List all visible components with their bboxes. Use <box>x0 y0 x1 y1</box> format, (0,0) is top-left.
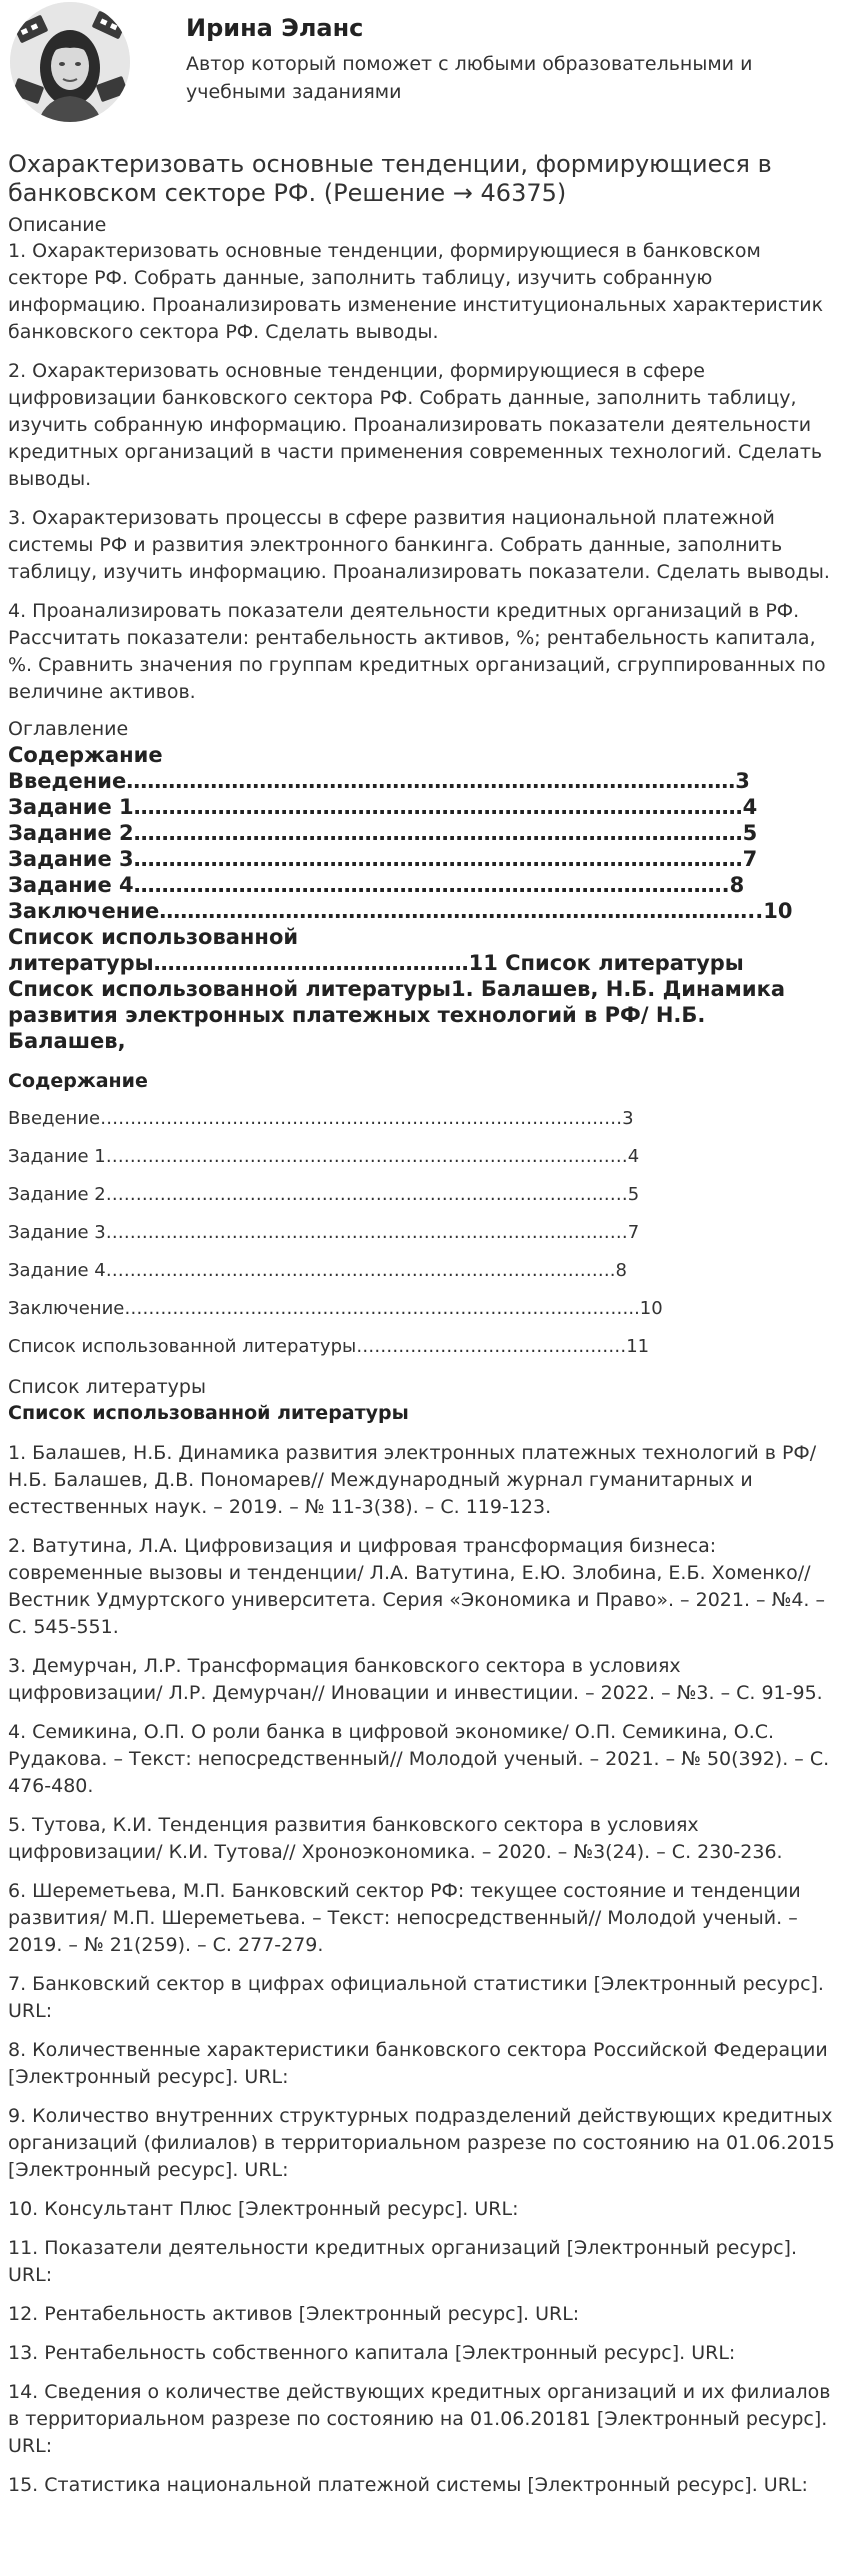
description-paragraph: 1. Охарактеризовать основные тенденции, формирующиеся в банковском секторе РФ. Собрать данные, заполнить таблицу, изучить собранную информацию. Проанализировать изменение институциональных характеристик банковского сектора РФ. Сделать выводы. <box>8 240 824 343</box>
toc-bold-line: литературы………………………………………11 Список литературы <box>8 951 744 975</box>
reference-item: 11. Показатели деятельности кредитных организаций [Электронный ресурс]. URL: <box>8 2237 797 2286</box>
reference-item: 12. Рентабельность активов [Электронный ресурс]. URL: <box>8 2303 580 2325</box>
toc-bold-line: Задание 3……………………………………………………………………………7 <box>8 847 758 871</box>
toc-bold-line: Задание 4………………………………………………………………………….8 <box>8 873 745 897</box>
page <box>8 0 840 2511</box>
contents-title: Содержание <box>8 1070 148 1092</box>
reference-item: 8. Количественные характеристики банковского сектора Российской Федерации [Электронный ресурс]. URL: <box>8 2039 828 2088</box>
reference-item: 10. Консультант Плюс [Электронный ресурс]. URL: <box>8 2198 519 2220</box>
toc-item: Введение……………………………………………………………………………3 <box>8 1108 634 1129</box>
toc-bold-line: Список использованной <box>8 925 299 949</box>
reference-item: 6. Шереметьева, М.П. Банковский сектор РФ: текущее состояние и тенденции развития/ М.П. Шереметьева. – Текст: непосредственный// Молодой ученый. – 2019. – № 21(259). – С. 277-279. <box>8 1880 801 1956</box>
task-title: Охарактеризовать основные тенденции, формирующиеся в банковском секторе РФ. (Решение → 46375) <box>8 150 772 207</box>
reference-item: 9. Количество внутренних структурных подразделений действующих кредитных организаций (филиалов) в территориальном разрезе по состоянию на 01.06.2015 [Электронный ресурс]. URL: <box>8 2105 835 2181</box>
reference-item: 7. Банковский сектор в цифрах официальной статистики [Электронный ресурс]. URL: <box>8 1973 824 2022</box>
reference-item: 13. Рентабельность собственного капитала [Электронный ресурс]. URL: <box>8 2342 736 2364</box>
literature-label: Список литературы <box>8 1376 206 1398</box>
toc-item: Список использованной литературы………………………………………11 <box>8 1336 650 1357</box>
toc-item: Задание 3……………………………………………………………………………7 <box>8 1222 640 1243</box>
toc-item: Задание 4………………………………………………………………………….8 <box>8 1260 627 1281</box>
avatar-image-icon <box>10 2 130 122</box>
description-paragraph: 2. Охарактеризовать основные тенденции, формирующиеся в сфере цифровизации банковского сектора РФ. Собрать данные, заполнить таблицу, изучить собранную информацию. Проанализировать показатели деятельности кредитных организаций в части применения современных технологий. Сделать выводы. <box>8 360 823 490</box>
author-card <box>8 0 840 130</box>
toc-item: Задание 2……………………………………………………………………………5 <box>8 1184 640 1205</box>
description-paragraph: 4. Проанализировать показатели деятельности кредитных организаций в РФ. Рассчитать показатели: рентабельность активов, %; рентабельность капитала, %. Сравнить значения по группам кредитных организаций, сгруппированных по величине активов. <box>8 600 826 703</box>
toc-list <box>8 1108 840 1358</box>
toc-bold-line: Задание 1……………………………………………………………………………4 <box>8 795 758 819</box>
toc-bold-line: Введение……………………………………………………………………………3 <box>8 769 750 793</box>
reference-item: 14. Сведения о количестве действующих кредитных организаций и их филиалов в территориальном разрезе по состоянию на 01.06.20181 [Электронный ресурс]. URL: <box>8 2381 831 2457</box>
reference-item: 5. Тутова, К.И. Тенденция развития банковского сектора в условиях цифровизации/ К.И. Тутова// Хроноэкономика. – 2020. – №3(24). – С. 230-236. <box>8 1814 783 1863</box>
author-avatar[interactable] <box>10 2 130 122</box>
toc-label: Оглавление <box>8 718 129 740</box>
reference-item: 4. Семикина, О.П. О роли банка в цифровой экономике/ О.П. Семикина, О.С. Рудакова. – Текст: непосредственный// Молодой ученый. – 2021. – № 50(392). – С. 476-480. <box>8 1721 830 1797</box>
toc-item: Заключение…………………………………………………………………………..10 <box>8 1298 663 1319</box>
toc-bold-line: Задание 2……………………………………………………………………………5 <box>8 821 758 845</box>
author-name[interactable]: Ирина Эланс <box>186 14 364 42</box>
toc-bold-line: Заключение…………………………………………………………………………..10 <box>8 899 793 923</box>
reference-item: 15. Статистика национальной платежной системы [Электронный ресурс]. URL: <box>8 2474 808 2496</box>
reference-item: 2. Ватутина, Л.А. Цифровизация и цифровая трансформация бизнеса: современные вызовы и тенденции/ Л.А. Ватутина, Е.Ю. Злобина, Е.Б. Хоменко//Вестник Удмуртского университета. Серия «Экономика и Право». – 2021. – №4. – С. 545-551. <box>8 1535 825 1638</box>
reference-item: 3. Демурчан, Л.Р. Трансформация банковского сектора в условиях цифровизации/ Л.Р. Демурчан// Иновации и инвестиции. – 2022. – №3. – С. 91-95. <box>8 1655 823 1704</box>
toc-bold-line: развития электронных платежных технологий в РФ/ Н.Б. <box>8 1003 706 1027</box>
toc-bold-line: Список использованной литературы1. Балашев, Н.Б. Динамика <box>8 977 785 1001</box>
toc-bold-line: Балашев, <box>8 1029 126 1053</box>
toc-item: Задание 1……………………………………………………………………………4 <box>8 1146 640 1167</box>
literature-title: Список использованной литературы <box>8 1402 409 1424</box>
description-label: Описание <box>8 214 107 236</box>
reference-item: 1. Балашев, Н.Б. Динамика развития электронных платежных технологий в РФ/ Н.Б. Балашев, Д.В. Пономарев// Международный журнал гуманитарных и естественных наук. – 2019. – № 11-3(38). – С. 119-123. <box>8 1442 817 1518</box>
description-paragraph: 3. Охарактеризовать процессы в сфере развития национальной платежной системы РФ и развития электронного банкинга. Собрать данные, заполнить таблицу, изучить информацию. Проанализировать показатели. Сделать выводы. <box>8 507 830 583</box>
author-description: Автор который поможет с любыми образовательными и учебными заданиями <box>186 53 753 103</box>
toc-bold-line: Содержание <box>8 743 163 767</box>
toc-bold-block <box>8 742 840 1054</box>
